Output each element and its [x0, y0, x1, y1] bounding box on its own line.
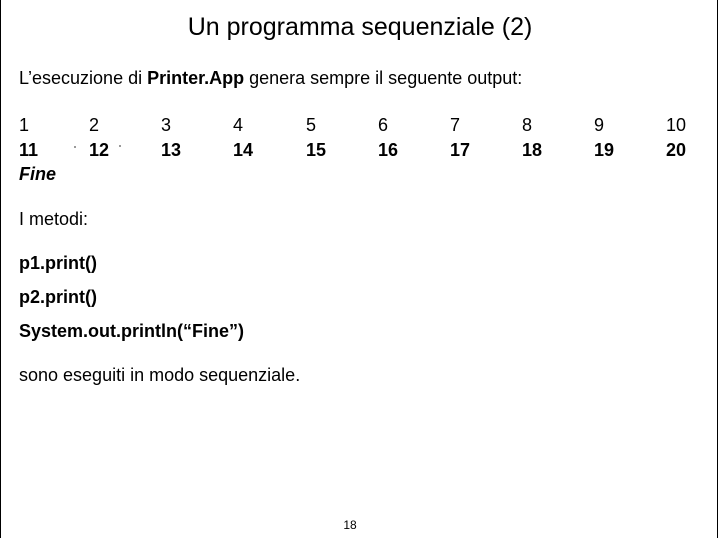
output-number: 3 [161, 115, 172, 135]
intro-text [19, 66, 522, 90]
output-number: 1 [19, 115, 30, 135]
method-call: p2.print() [19, 287, 97, 307]
output-number: 15 [306, 140, 327, 160]
method-call: System.out.println(“Fine”) [19, 321, 244, 341]
output-row-1 [0, 113, 720, 137]
output-number: 17 [450, 140, 471, 160]
artifact-dot [74, 146, 76, 148]
output-number: 5 [306, 115, 317, 135]
output-number: 20 [666, 140, 687, 160]
output-number: 6 [378, 115, 389, 135]
output-number: 9 [594, 115, 605, 135]
output-row-2 [0, 138, 720, 162]
output-number: 16 [378, 140, 399, 160]
intro-after: genera sempre il seguente output: [244, 68, 523, 88]
intro-class-name: Printer.App [147, 68, 245, 88]
intro-before: L’esecuzione di [19, 68, 148, 88]
output-number: 13 [161, 140, 182, 160]
slide-title: Un programma sequenziale (2) [187, 13, 533, 41]
output-number: 11 [19, 140, 39, 160]
page-number: 18 [343, 518, 357, 532]
output-number: 10 [666, 115, 687, 135]
methods-label: I metodi: [19, 209, 89, 229]
output-number: 2 [89, 115, 100, 135]
output-number: 14 [233, 140, 254, 160]
output-final: Fine [19, 164, 57, 184]
output-number: 8 [522, 115, 533, 135]
output-number: 19 [594, 140, 615, 160]
artifact-dot [119, 145, 121, 147]
output-number: 7 [450, 115, 461, 135]
output-number: 4 [233, 115, 244, 135]
outro-text: sono eseguiti in modo sequenziale. [19, 365, 301, 385]
output-number: 12 [89, 140, 110, 160]
method-call: p1.print() [19, 253, 97, 273]
output-number: 18 [522, 140, 543, 160]
